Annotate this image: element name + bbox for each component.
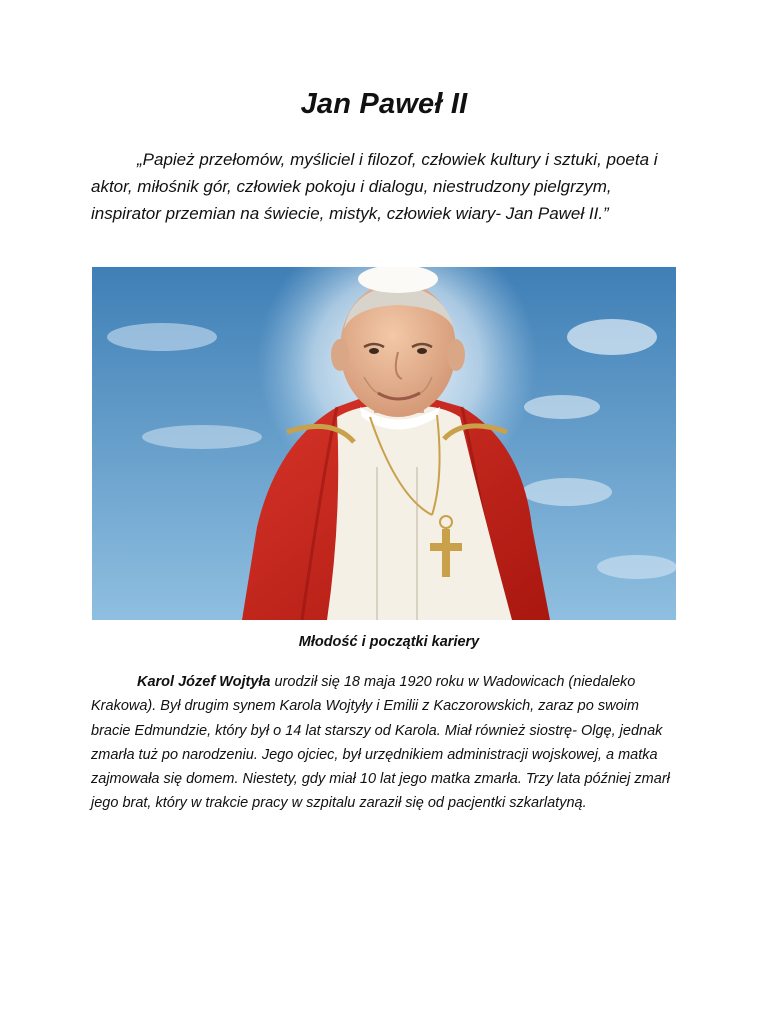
portrait-image [92,267,676,620]
opening-quote: „Papież przełomów, myśliciel i filozof, człowiek kultury i sztuki, poeta i aktor, miłośnik gór, człowiek pokoju i dialogu, niestrudzony pielgrzym, inspirator przemian na świecie, mistyk, człowiek wiary- Jan Paweł II.” [91,150,658,223]
document-title: Jan Paweł II [300,88,468,120]
body-paragraph [91,670,681,816]
section-heading: Młodość i początki kariery [298,634,480,650]
paragraph-text: urodził się 18 maja 1920 roku w Wadowicach (niedaleko Krakowa). Był drugim synem Karola Wojtyły i Emilii z Kaczorowskich, zaraz po swoim bracie Edmundzie, który był o 14 lat starszy od Karola. Miał również siostrę- Olgę, jednak zmarła tuż po narodzeniu. Jego ojciec, był urzędnikiem administracji wojskowej, a matka zajmowała się domem. Niestety, gdy miał 10 lat jego matka zmarła. Trzy lata później zmarł jego brat, który w trakcie pracy w szpitalu zaraził się od pacjentki szkarlatyną. [91,674,670,812]
bold-name: Karol Józef Wojtyła [137,674,271,690]
